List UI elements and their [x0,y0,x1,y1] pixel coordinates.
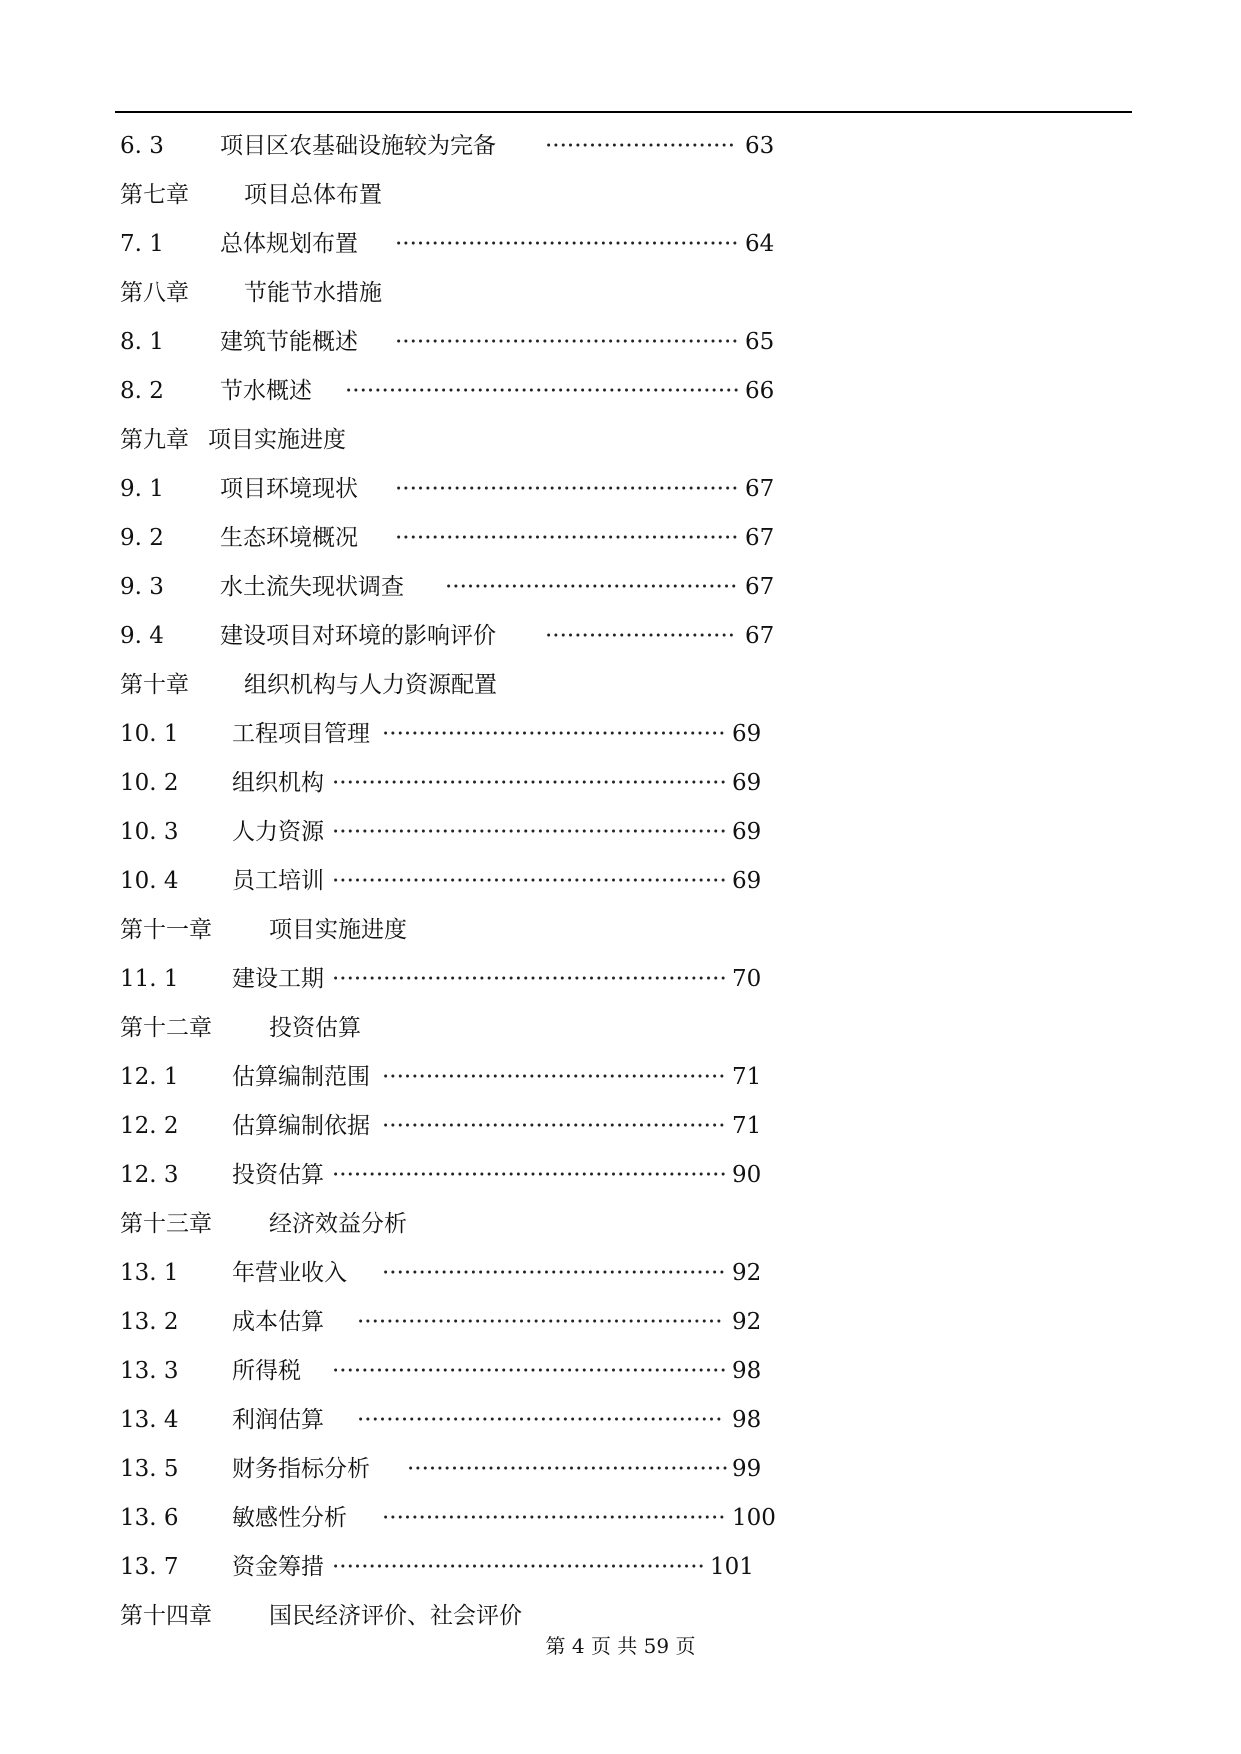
toc-number: 10. 4 [120,868,179,894]
toc-title: 经济效益分析 [269,1211,407,1237]
toc-page-number: 69 [732,868,762,894]
toc-chapter-heading [120,1004,1020,1053]
toc-number: 7. 1 [120,231,164,257]
toc-number: 9. 1 [120,476,164,502]
toc-title: 建筑节能概述 [220,329,358,355]
toc-chapter-heading [120,269,1020,318]
toc-title: 生态环境概况 [220,525,358,551]
toc-number: 6. 3 [120,133,164,159]
toc-number: 11. 1 [120,966,179,992]
toc-entry [120,220,1020,269]
toc-entry [120,563,1020,612]
toc-title: 估算编制依据 [232,1113,370,1139]
toc-page-number: 70 [732,966,762,992]
toc-page-number: 69 [732,721,762,747]
toc-entry [120,612,1020,661]
toc-leader-dots: ··············································· [382,1260,726,1286]
toc-number: 13. 3 [120,1358,179,1384]
toc-number: 10. 3 [120,819,179,845]
toc-page-number: 67 [745,525,775,551]
toc-title: 投资估算 [232,1162,324,1188]
toc-title: 利润估算 [232,1407,324,1433]
toc-leader-dots: ········································ [445,574,738,600]
toc-title: 项目区农基础设施较为完备 [220,133,496,159]
toc-page-number: 63 [745,133,775,159]
toc-entry [120,1151,1020,1200]
toc-entry [120,1298,1020,1347]
toc-leader-dots: ·························· [545,133,736,159]
toc-chapter-heading [120,661,1020,710]
toc-number: 13. 4 [120,1407,179,1433]
toc-leader-dots: ······················································ [332,868,727,894]
toc-page-number: 66 [745,378,775,404]
toc-page-number: 92 [732,1309,762,1335]
toc-entry [120,367,1020,416]
toc-title: 人力资源 [232,819,324,845]
toc-title: 建设工期 [232,966,324,992]
toc-leader-dots: ··············································· [395,525,739,551]
toc-number: 10. 1 [120,721,179,747]
toc-entry [120,1396,1020,1445]
toc-entry [120,122,1020,171]
toc-title: 节能节水措施 [244,280,382,306]
toc-title: 成本估算 [232,1309,324,1335]
toc-page-number: 98 [732,1407,762,1433]
toc-number: 第十章 [120,672,189,698]
toc-title: 员工培训 [232,868,324,894]
toc-title: 工程项目管理 [232,721,370,747]
toc-number: 12. 1 [120,1064,179,1090]
toc-title: 财务指标分析 [232,1456,370,1482]
toc-title: 组织机构 [232,770,324,796]
toc-entry [120,514,1020,563]
toc-number: 第九章 [120,427,189,453]
toc-number: 12. 3 [120,1162,179,1188]
toc-page-number: 69 [732,770,762,796]
toc-chapter-heading [120,416,1020,465]
toc-chapter-heading [120,171,1020,220]
toc-page-number: 69 [732,819,762,845]
header-rule [115,111,1132,113]
toc-page-number: 101 [710,1554,754,1580]
toc-number: 第八章 [120,280,189,306]
toc-leader-dots: ··············································· [395,329,739,355]
toc-entry [120,1102,1020,1151]
toc-page-number: 64 [745,231,775,257]
toc-title: 组织机构与人力资源配置 [244,672,497,698]
toc-leader-dots: ··············································· [395,476,739,502]
toc-entry [120,1494,1020,1543]
toc-leader-dots: ······················································ [332,819,727,845]
toc-number: 9. 3 [120,574,164,600]
toc-leader-dots: ······················································ [332,966,727,992]
toc-number: 10. 2 [120,770,179,796]
toc-number: 13. 1 [120,1260,179,1286]
toc-entry [120,759,1020,808]
toc-number: 12. 2 [120,1113,179,1139]
toc-chapter-heading [120,906,1020,955]
toc-page-number: 90 [732,1162,762,1188]
toc-number: 8. 2 [120,378,164,404]
toc-leader-dots: ··············································· [395,231,739,257]
toc-number: 第十一章 [120,917,212,943]
toc-title: 资金筹措 [232,1554,324,1580]
toc-entry [120,857,1020,906]
toc-title: 水土流失现状调查 [220,574,404,600]
toc-page-number: 67 [745,623,775,649]
toc-number: 第十四章 [120,1603,212,1629]
toc-page-number: 92 [732,1260,762,1286]
toc-title: 项目环境现状 [220,476,358,502]
toc-entry [120,1053,1020,1102]
toc-title: 节水概述 [220,378,312,404]
toc-entry [120,1347,1020,1396]
toc-title: 年营业收入 [232,1260,347,1286]
toc-entry [120,1543,1020,1592]
toc-entry [120,955,1020,1004]
toc-leader-dots: ·················································· [357,1407,723,1433]
toc-number: 13. 7 [120,1554,179,1580]
toc-number: 第七章 [120,182,189,208]
toc-title: 项目实施进度 [208,427,346,453]
table-of-contents [120,122,1020,1641]
toc-entry [120,1249,1020,1298]
toc-number: 13. 5 [120,1456,179,1482]
toc-title: 项目实施进度 [269,917,407,943]
toc-page-number: 71 [732,1064,762,1090]
toc-entry [120,1445,1020,1494]
toc-number: 第十二章 [120,1015,212,1041]
toc-leader-dots: ··············································· [382,1505,726,1531]
toc-number: 第十三章 [120,1211,212,1237]
toc-entry [120,710,1020,759]
toc-leader-dots: ······················································ [332,1358,727,1384]
toc-leader-dots: ·························· [545,623,736,649]
toc-page-number: 98 [732,1358,762,1384]
toc-title: 国民经济评价、社会评价 [269,1603,522,1629]
toc-title: 总体规划布置 [220,231,358,257]
toc-title: 投资估算 [269,1015,361,1041]
toc-title: 项目总体布置 [244,182,382,208]
toc-page-number: 67 [745,476,775,502]
toc-entry [120,465,1020,514]
toc-leader-dots: ··············································· [382,1064,726,1090]
toc-leader-dots: ··············································· [382,1113,726,1139]
toc-title: 建设项目对环境的影响评价 [220,623,496,649]
toc-leader-dots: ·················································· [357,1309,723,1335]
toc-page-number: 67 [745,574,775,600]
toc-title: 所得税 [232,1358,301,1384]
toc-page-number: 71 [732,1113,762,1139]
page-footer: 第 4 页 共 59 页 [545,1634,696,1658]
toc-leader-dots: ············································ [407,1456,729,1482]
toc-number: 13. 2 [120,1309,179,1335]
toc-page-number: 65 [745,329,775,355]
toc-leader-dots: ······················································ [345,378,740,404]
toc-entry [120,808,1020,857]
toc-title: 敏感性分析 [232,1505,347,1531]
toc-number: 9. 2 [120,525,164,551]
toc-number: 8. 1 [120,329,164,355]
toc-number: 13. 6 [120,1505,179,1531]
toc-entry [120,318,1020,367]
toc-leader-dots: ······················································ [332,1162,727,1188]
toc-leader-dots: ······················································ [332,770,727,796]
toc-page-number: 99 [732,1456,762,1482]
toc-number: 9. 4 [120,623,164,649]
toc-leader-dots: ··············································· [382,721,726,747]
toc-page-number: 100 [732,1505,776,1531]
toc-title: 估算编制范围 [232,1064,370,1090]
toc-chapter-heading [120,1200,1020,1249]
toc-leader-dots: ··················································· [332,1554,705,1580]
